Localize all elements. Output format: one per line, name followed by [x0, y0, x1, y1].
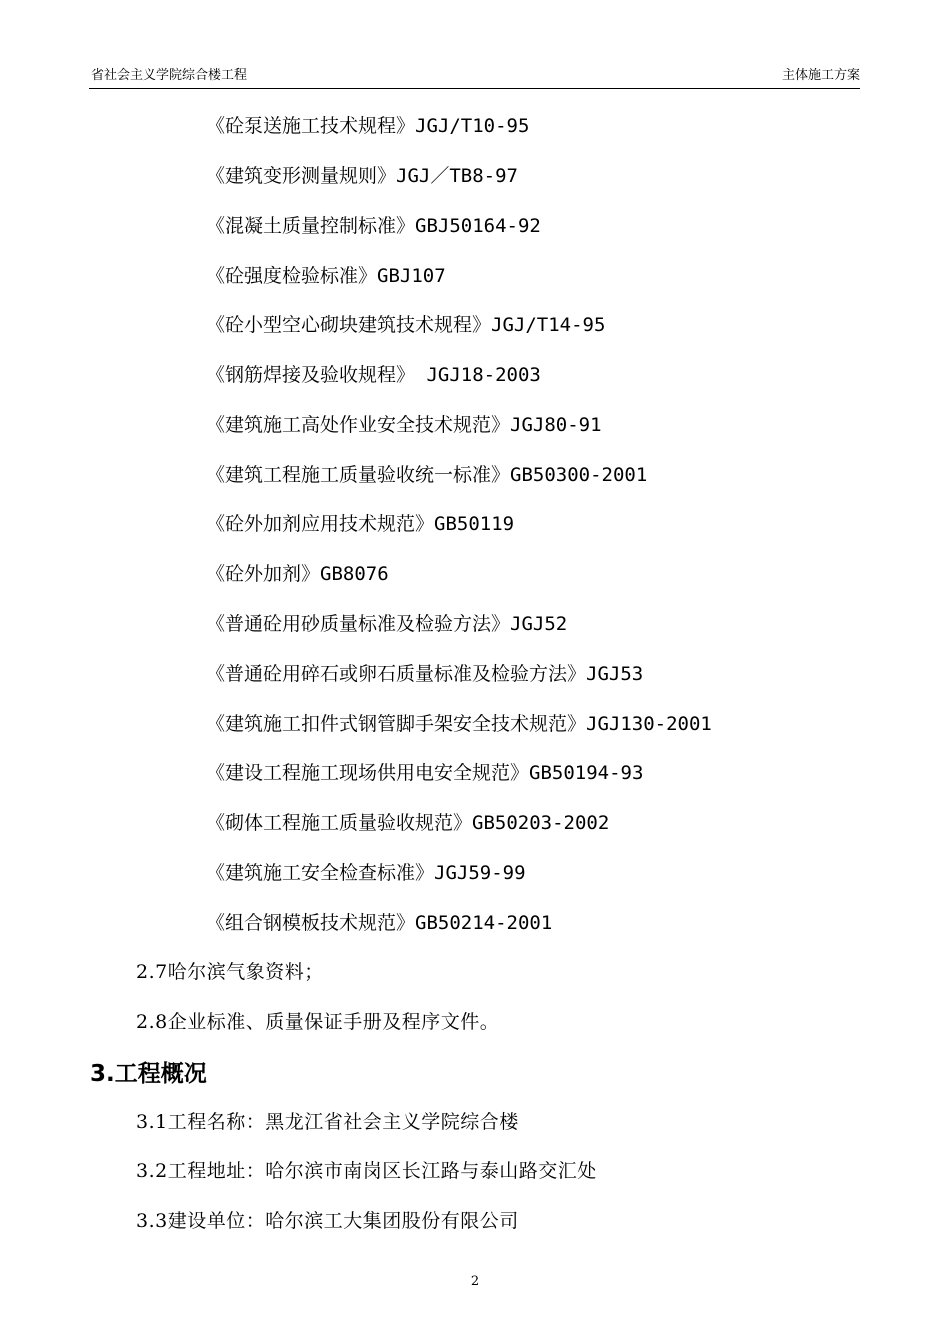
standard-item: 《砼泵送施工技术规程》JGJ/T10-95 [206, 115, 530, 137]
clause-3-1: 3.1工程名称：黑龙江省社会主义学院综合楼 [136, 1111, 519, 1133]
standard-item: 《砼外加剂》GB8076 [206, 563, 389, 585]
standard-item: 《砼强度检验标准》GBJ107 [206, 265, 446, 287]
standard-item: 《建筑变形测量规则》JGJ／TB8-97 [206, 165, 518, 187]
section-3-heading: 3.工程概况 [90, 1061, 207, 1087]
standard-item: 《砌体工程施工质量验收规范》GB50203-2002 [206, 812, 610, 834]
standard-item: 《建筑工程施工质量验收统一标准》GB50300-2001 [206, 464, 648, 486]
standard-item: 《建筑施工扣件式钢管脚手架安全技术规范》JGJ130-2001 [206, 713, 712, 735]
clause-2-8: 2.8企业标准、质量保证手册及程序文件。 [136, 1011, 500, 1033]
clause-3-2: 3.2工程地址：哈尔滨市南岗区长江路与泰山路交汇处 [136, 1160, 597, 1182]
header-doc-title: 主体施工方案 [781, 68, 860, 83]
standard-item: 《普通砼用砂质量标准及检验方法》JGJ52 [206, 613, 568, 635]
standard-item: 《建筑施工高处作业安全技术规范》JGJ80-91 [206, 414, 602, 436]
standard-item: 《普通砼用碎石或卵石质量标准及检验方法》JGJ53 [206, 663, 644, 685]
header-project-name: 省社会主义学院综合楼工程 [91, 68, 248, 83]
standard-item: 《砼小型空心砌块建筑技术规程》JGJ/T14-95 [206, 314, 606, 336]
standard-item: 《建设工程施工现场供用电安全规范》GB50194-93 [206, 762, 644, 784]
page-number: 2 [470, 1274, 480, 1289]
standard-item: 《钢筋焊接及验收规程》 JGJ18-2003 [206, 364, 541, 386]
standard-item: 《混凝土质量控制标准》GBJ50164-92 [206, 215, 541, 237]
clause-3-3: 3.3建设单位：哈尔滨工大集团股份有限公司 [136, 1210, 519, 1232]
standard-item: 《建筑施工安全检查标准》JGJ59-99 [206, 862, 526, 884]
page-header [89, 66, 860, 89]
standard-item: 《组合钢模板技术规范》GB50214-2001 [206, 912, 553, 934]
standard-item: 《砼外加剂应用技术规范》GB50119 [206, 513, 515, 535]
clause-2-7: 2.7哈尔滨气象资料； [136, 961, 324, 983]
